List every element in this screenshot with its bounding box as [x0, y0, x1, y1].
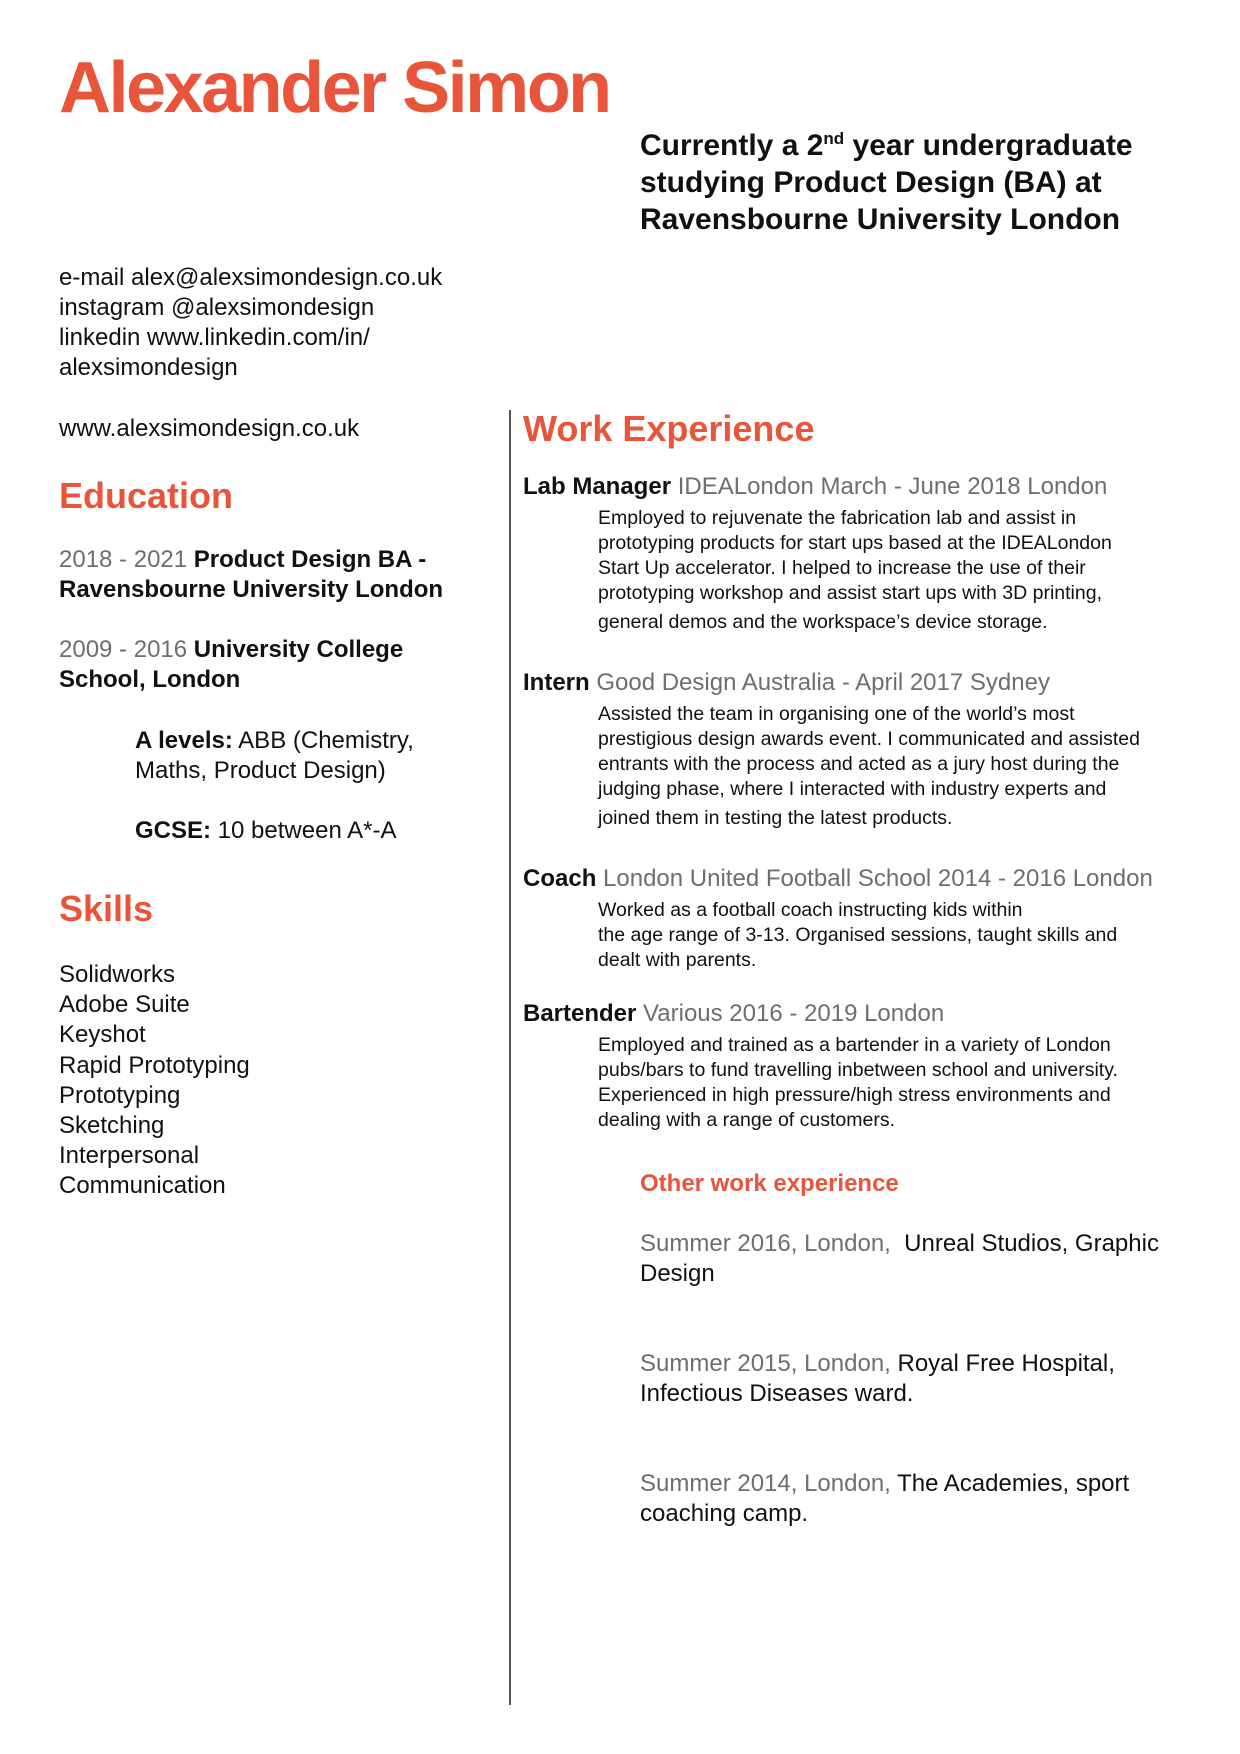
skill-item: Communication: [59, 1172, 226, 1200]
education-entry: [59, 545, 479, 605]
candidate-name: Alexander Simon: [59, 48, 610, 128]
job-role: Intern: [523, 669, 590, 696]
job-desc-line: pubs/bars to fund travelling inbetween school and university.: [598, 1059, 1118, 1081]
education-heading: Education: [59, 475, 234, 516]
a-levels-label: A levels:: [135, 727, 233, 754]
tagline-part1: Currently a 2: [640, 129, 824, 162]
skills-heading: Skills: [59, 888, 154, 929]
skill-item: Solidworks: [59, 961, 176, 988]
job-role: Bartender: [523, 1000, 637, 1027]
job-desc-line: entrants with the process and acted as a jury host during the: [598, 753, 1120, 775]
skill-item: Interpersonal: [59, 1142, 200, 1170]
linkedin-line-cont[interactable]: alexsimondesign: [59, 354, 238, 381]
linkedin-line[interactable]: linkedin www.linkedin.com/in/: [59, 324, 370, 351]
job-title: [523, 472, 1107, 502]
job-desc-line: dealt with parents.: [598, 949, 757, 971]
job-desc-line: Assisted the team in organising one of the world’s most: [598, 703, 1075, 725]
gcse: [135, 816, 475, 846]
column-divider: [509, 410, 511, 1705]
skill-item: Rapid Prototyping: [59, 1051, 250, 1079]
gcse-value: 10 between A*-A: [211, 817, 397, 844]
other-work-item: [640, 1469, 1200, 1529]
job-title: [523, 668, 1050, 698]
tagline-part2: year undergraduate studying Product Design (BA) at Ravensbourne University London: [640, 129, 1133, 236]
skill-item: Keyshot: [59, 1021, 146, 1049]
a-levels-value: ABB (Chemistry, Maths, Product Design): [135, 727, 414, 784]
other-work-what: The Academies, sport coaching camp.: [640, 1470, 1130, 1527]
skill-item: Prototyping: [59, 1081, 181, 1109]
other-work-what: Royal Free Hospital, Infectious Diseases ward.: [640, 1350, 1115, 1407]
education-entry: [59, 635, 479, 695]
other-work-item: [640, 1229, 1200, 1289]
tagline-sup: nd: [823, 129, 845, 148]
job-desc-line: prototyping products for start ups based at the IDEALondon: [598, 532, 1112, 554]
job-desc-line: judging phase, where I interacted with industry experts and: [598, 778, 1107, 800]
skills-list: [59, 960, 250, 1202]
instagram-line[interactable]: instagram @alexsimondesign: [59, 294, 375, 321]
job-desc-line: Employed and trained as a bartender in a variety of London: [598, 1034, 1111, 1056]
contact-block: [59, 263, 499, 383]
education-title: Product Design BA - Ravensbourne University London: [59, 546, 444, 603]
job-desc-line: prestigious design awards event. I communicated and assisted: [598, 728, 1140, 750]
job-title: [523, 999, 944, 1029]
job-desc-line: Start Up accelerator. I helped to increase the use of their: [598, 557, 1086, 579]
gcse-label: GCSE:: [135, 817, 212, 844]
job-desc-line: Experienced in high pressure/high stress environments and: [598, 1084, 1111, 1106]
other-work-item: [640, 1349, 1200, 1409]
job-desc-line: joined them in testing the latest products.: [598, 807, 953, 829]
website-link[interactable]: www.alexsimondesign.co.uk: [59, 415, 360, 442]
job-description: [598, 1033, 1208, 1133]
job-details: IDEALondon March - June 2018 London: [677, 473, 1108, 500]
job-desc-line: dealing with a range of customers.: [598, 1109, 895, 1131]
education-years: 2018 - 2021: [59, 546, 188, 573]
job-desc-line: the age range of 3-13. Organised sessions, taught skills and: [598, 924, 1118, 946]
other-work-what: Unreal Studios, Graphic Design: [640, 1230, 1166, 1287]
job-role: Coach: [523, 865, 597, 892]
job-details: Various 2016 - 2019 London: [643, 1000, 945, 1027]
tagline: [640, 127, 1200, 238]
job-desc-line: Employed to rejuvenate the fabrication lab and assist in: [598, 507, 1077, 529]
skill-item: Sketching: [59, 1112, 165, 1140]
job-description: [598, 506, 1208, 635]
other-work-heading: Other work experience: [640, 1170, 899, 1197]
job-description: [598, 702, 1208, 831]
other-work-when: Summer 2015, London,: [640, 1350, 891, 1377]
job-desc-line: general demos and the workspace’s device storage.: [598, 611, 1048, 633]
other-work-when: Summer 2016, London,: [640, 1230, 891, 1257]
email-line[interactable]: e-mail alex@alexsimondesign.co.uk: [59, 264, 443, 291]
education-title: University College School, London: [59, 636, 404, 693]
job-role: Lab Manager: [523, 473, 672, 500]
other-work-when: Summer 2014, London,: [640, 1470, 891, 1497]
education-years: 2009 - 2016: [59, 636, 188, 663]
job-details: London United Football School 2014 - 2016 London: [603, 865, 1153, 892]
job-title: [523, 864, 1153, 894]
work-heading: Work Experience: [523, 408, 815, 449]
skill-item: Adobe Suite: [59, 991, 190, 1019]
job-details: Good Design Australia - April 2017 Sydney: [596, 669, 1050, 696]
job-desc-line: prototyping workshop and assist start ups with 3D printing,: [598, 582, 1103, 604]
job-description: [598, 898, 1208, 973]
a-levels: [135, 726, 475, 786]
job-desc-line: Worked as a football coach instructing kids within: [598, 899, 1023, 921]
